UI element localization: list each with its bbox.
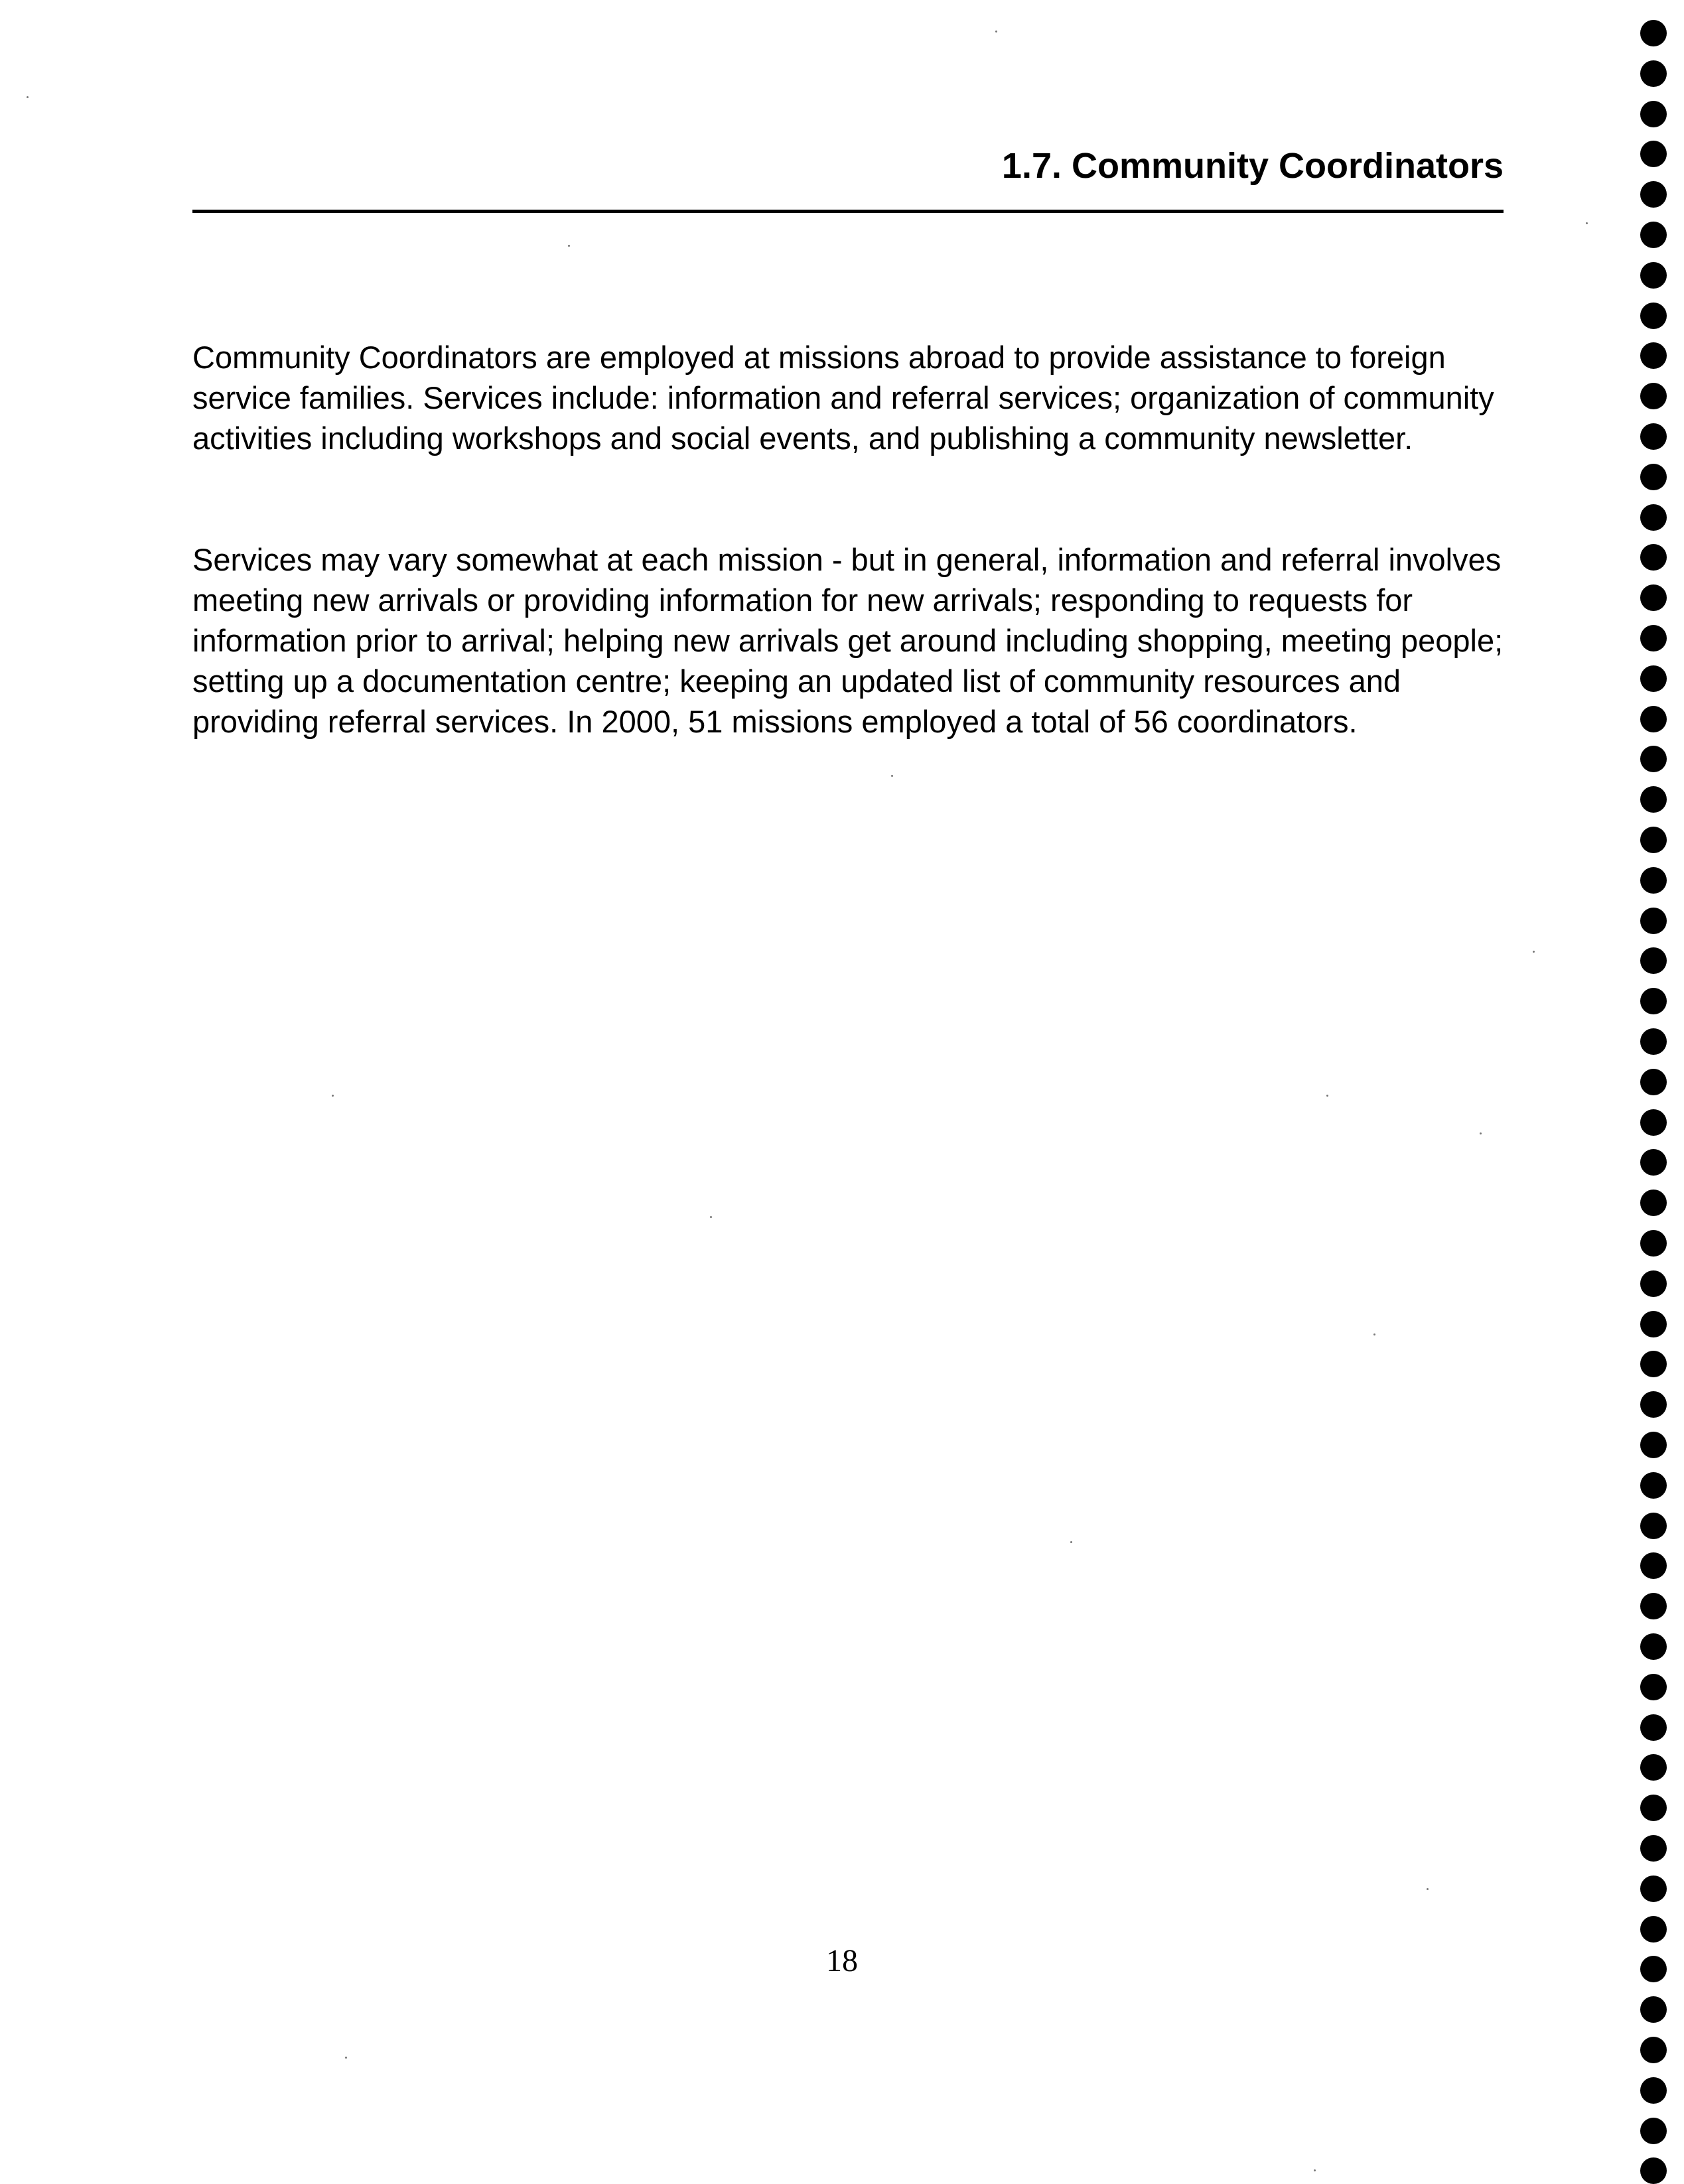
binding-hole <box>1640 1835 1667 1862</box>
binding-hole <box>1640 464 1667 490</box>
binding-hole <box>1640 342 1667 369</box>
binding-hole <box>1640 1552 1667 1579</box>
binding-hole <box>1640 1190 1667 1216</box>
binding-hole <box>1640 1633 1667 1660</box>
binding-hole <box>1640 1674 1667 1700</box>
binding-hole <box>1640 625 1667 651</box>
section-title: 1.7. Community Coordinators <box>1001 146 1504 186</box>
binding-hole <box>1640 222 1667 248</box>
scan-speck <box>1427 1888 1429 1890</box>
binding-hole <box>1640 584 1667 611</box>
scan-speck <box>568 245 570 247</box>
binding-hole <box>1640 1916 1667 1943</box>
scan-speck <box>1326 1095 1328 1097</box>
scan-speck <box>1533 951 1535 953</box>
scan-speck <box>891 775 893 777</box>
scan-speck <box>710 1216 712 1218</box>
binding-hole <box>1640 908 1667 934</box>
binding-hole <box>1640 786 1667 813</box>
binding-hole <box>1640 1956 1667 1982</box>
scan-speck <box>345 2057 347 2059</box>
binding-hole <box>1640 988 1667 1014</box>
binding-hole <box>1640 1714 1667 1741</box>
binding-hole <box>1640 1069 1667 1095</box>
binding-hole <box>1640 1311 1667 1337</box>
binding-hole <box>1640 947 1667 974</box>
binding-hole <box>1640 1432 1667 1458</box>
binding-hole <box>1640 423 1667 450</box>
binding-hole <box>1640 2157 1667 2184</box>
binding-hole <box>1640 746 1667 772</box>
binding-hole <box>1640 544 1667 571</box>
binding-hole <box>1640 1149 1667 1176</box>
binding-hole <box>1640 1230 1667 1257</box>
scan-speck <box>332 1095 334 1097</box>
spiral-binding-holes <box>1634 20 1673 2178</box>
binding-hole <box>1640 2118 1667 2144</box>
binding-hole <box>1640 706 1667 732</box>
binding-hole <box>1640 665 1667 692</box>
binding-hole <box>1640 101 1667 127</box>
page-number: 18 <box>826 1943 858 1978</box>
binding-hole <box>1640 1593 1667 1619</box>
binding-hole <box>1640 1472 1667 1499</box>
binding-hole <box>1640 1996 1667 2023</box>
binding-hole <box>1640 827 1667 853</box>
binding-hole <box>1640 1270 1667 1297</box>
scan-speck <box>1070 1541 1072 1543</box>
binding-hole <box>1640 20 1667 46</box>
body-paragraph-2: Services may vary somewhat at each mission - but in general, information and referral involves meeting new arrivals or providing information for new arrivals; responding to requests for information prior to arrival; helping new arrivals get around including shopping, meeting people; setting up a documentation centre; keeping an updated list of community resources and providing referral services. In 2000, 51 missions employed a total of 56 coordinators. <box>192 542 1504 739</box>
binding-hole <box>1640 2077 1667 2104</box>
binding-hole <box>1640 262 1667 289</box>
binding-hole <box>1640 1795 1667 1821</box>
scan-speck <box>27 96 29 98</box>
scan-speck <box>1480 1132 1482 1134</box>
binding-hole <box>1640 1028 1667 1055</box>
scan-speck <box>995 31 997 33</box>
scan-speck <box>1373 1333 1375 1335</box>
binding-hole <box>1640 303 1667 329</box>
binding-hole <box>1640 141 1667 167</box>
binding-hole <box>1640 1876 1667 1902</box>
binding-hole <box>1640 504 1667 531</box>
binding-hole <box>1640 1754 1667 1781</box>
binding-hole <box>1640 1513 1667 1539</box>
binding-hole <box>1640 2037 1667 2063</box>
scan-speck <box>1314 2169 1316 2171</box>
binding-hole <box>1640 60 1667 87</box>
title-divider <box>192 210 1504 213</box>
binding-hole <box>1640 867 1667 894</box>
binding-hole <box>1640 1351 1667 1377</box>
binding-hole <box>1640 383 1667 409</box>
scan-speck <box>1586 222 1588 224</box>
binding-hole <box>1640 1391 1667 1418</box>
binding-hole <box>1640 181 1667 208</box>
body-paragraph-1: Community Coordinators are employed at missions abroad to provide assistance to foreign service families. Services include: information and referral services; organization of community activities including workshops and social events, and publishing a community newsletter. <box>192 340 1494 456</box>
binding-hole <box>1640 1109 1667 1136</box>
